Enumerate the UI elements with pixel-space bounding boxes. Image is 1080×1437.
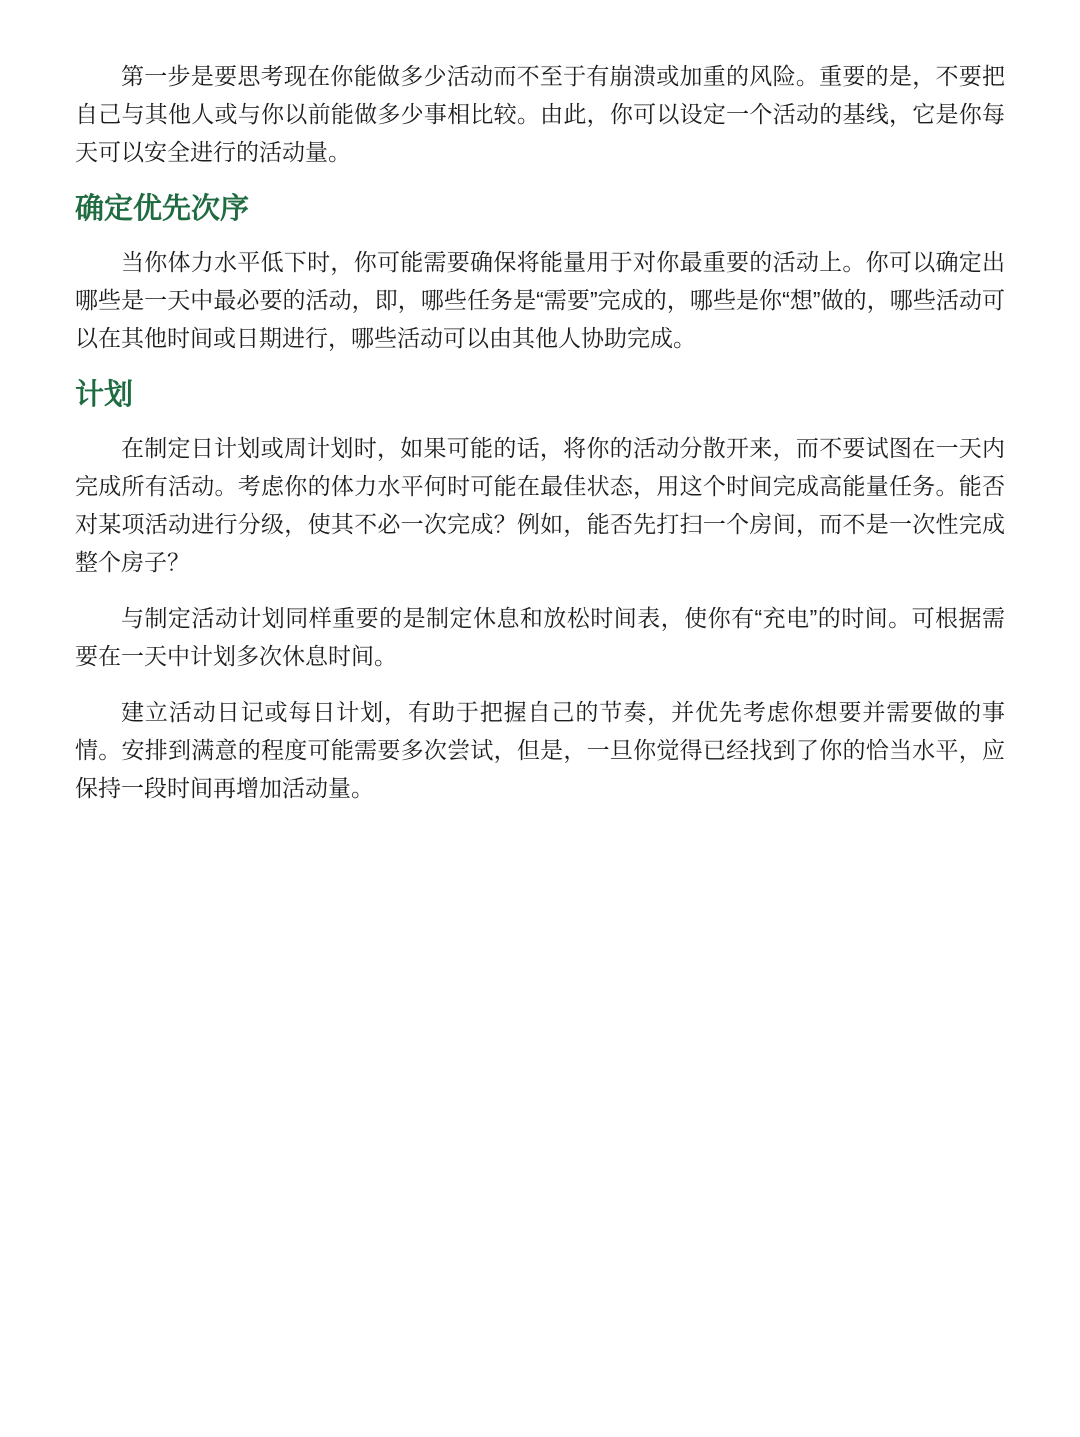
heading-prioritize: 确定优先次序 <box>75 193 250 225</box>
prioritize-paragraph: 当你体力水平低下时，你可能需要确保将能量用于对你最重要的活动上。你可以确定出哪些是一天中最必要的活动，即，哪些任务是“需要”完成的，哪些是你“想”做的，哪些活动可以在其他时间或日期进行，哪些活动可以由其他人协助完成。 <box>75 249 1005 351</box>
plan-paragraph-1: 在制定日计划或周计划时，如果可能的话，将你的活动分散开来，而不要试图在一天内完成所有活动。考虑你的体力水平何时可能在最佳状态，用这个时间完成高能量任务。能否对某项活动进行分级，使其不必一次完成？例如，能否先打扫一个房间，而不是一次性完成整个房子？ <box>75 435 1005 575</box>
intro-paragraph: 第一步是要思考现在你能做多少活动而不至于有崩溃或加重的风险。重要的是，不要把自己与其他人或与你以前能做多少事相比较。由此，你可以设定一个活动的基线，它是你每天可以安全进行的活动量。 <box>75 63 1005 165</box>
heading-plan: 计划 <box>75 379 134 411</box>
plan-paragraph-2: 与制定活动计划同样重要的是制定休息和放松时间表，使你有“充电”的时间。可根据需要在一天中计划多次休息时间。 <box>75 605 1005 669</box>
plan-paragraph-3: 建立活动日记或每日计划，有助于把握自己的节奏，并优先考虑你想要并需要做的事情。安排到满意的程度可能需要多次尝试，但是，一旦你觉得已经找到了你的恰当水平，应保持一段时间再增加活动量。 <box>75 699 1005 801</box>
